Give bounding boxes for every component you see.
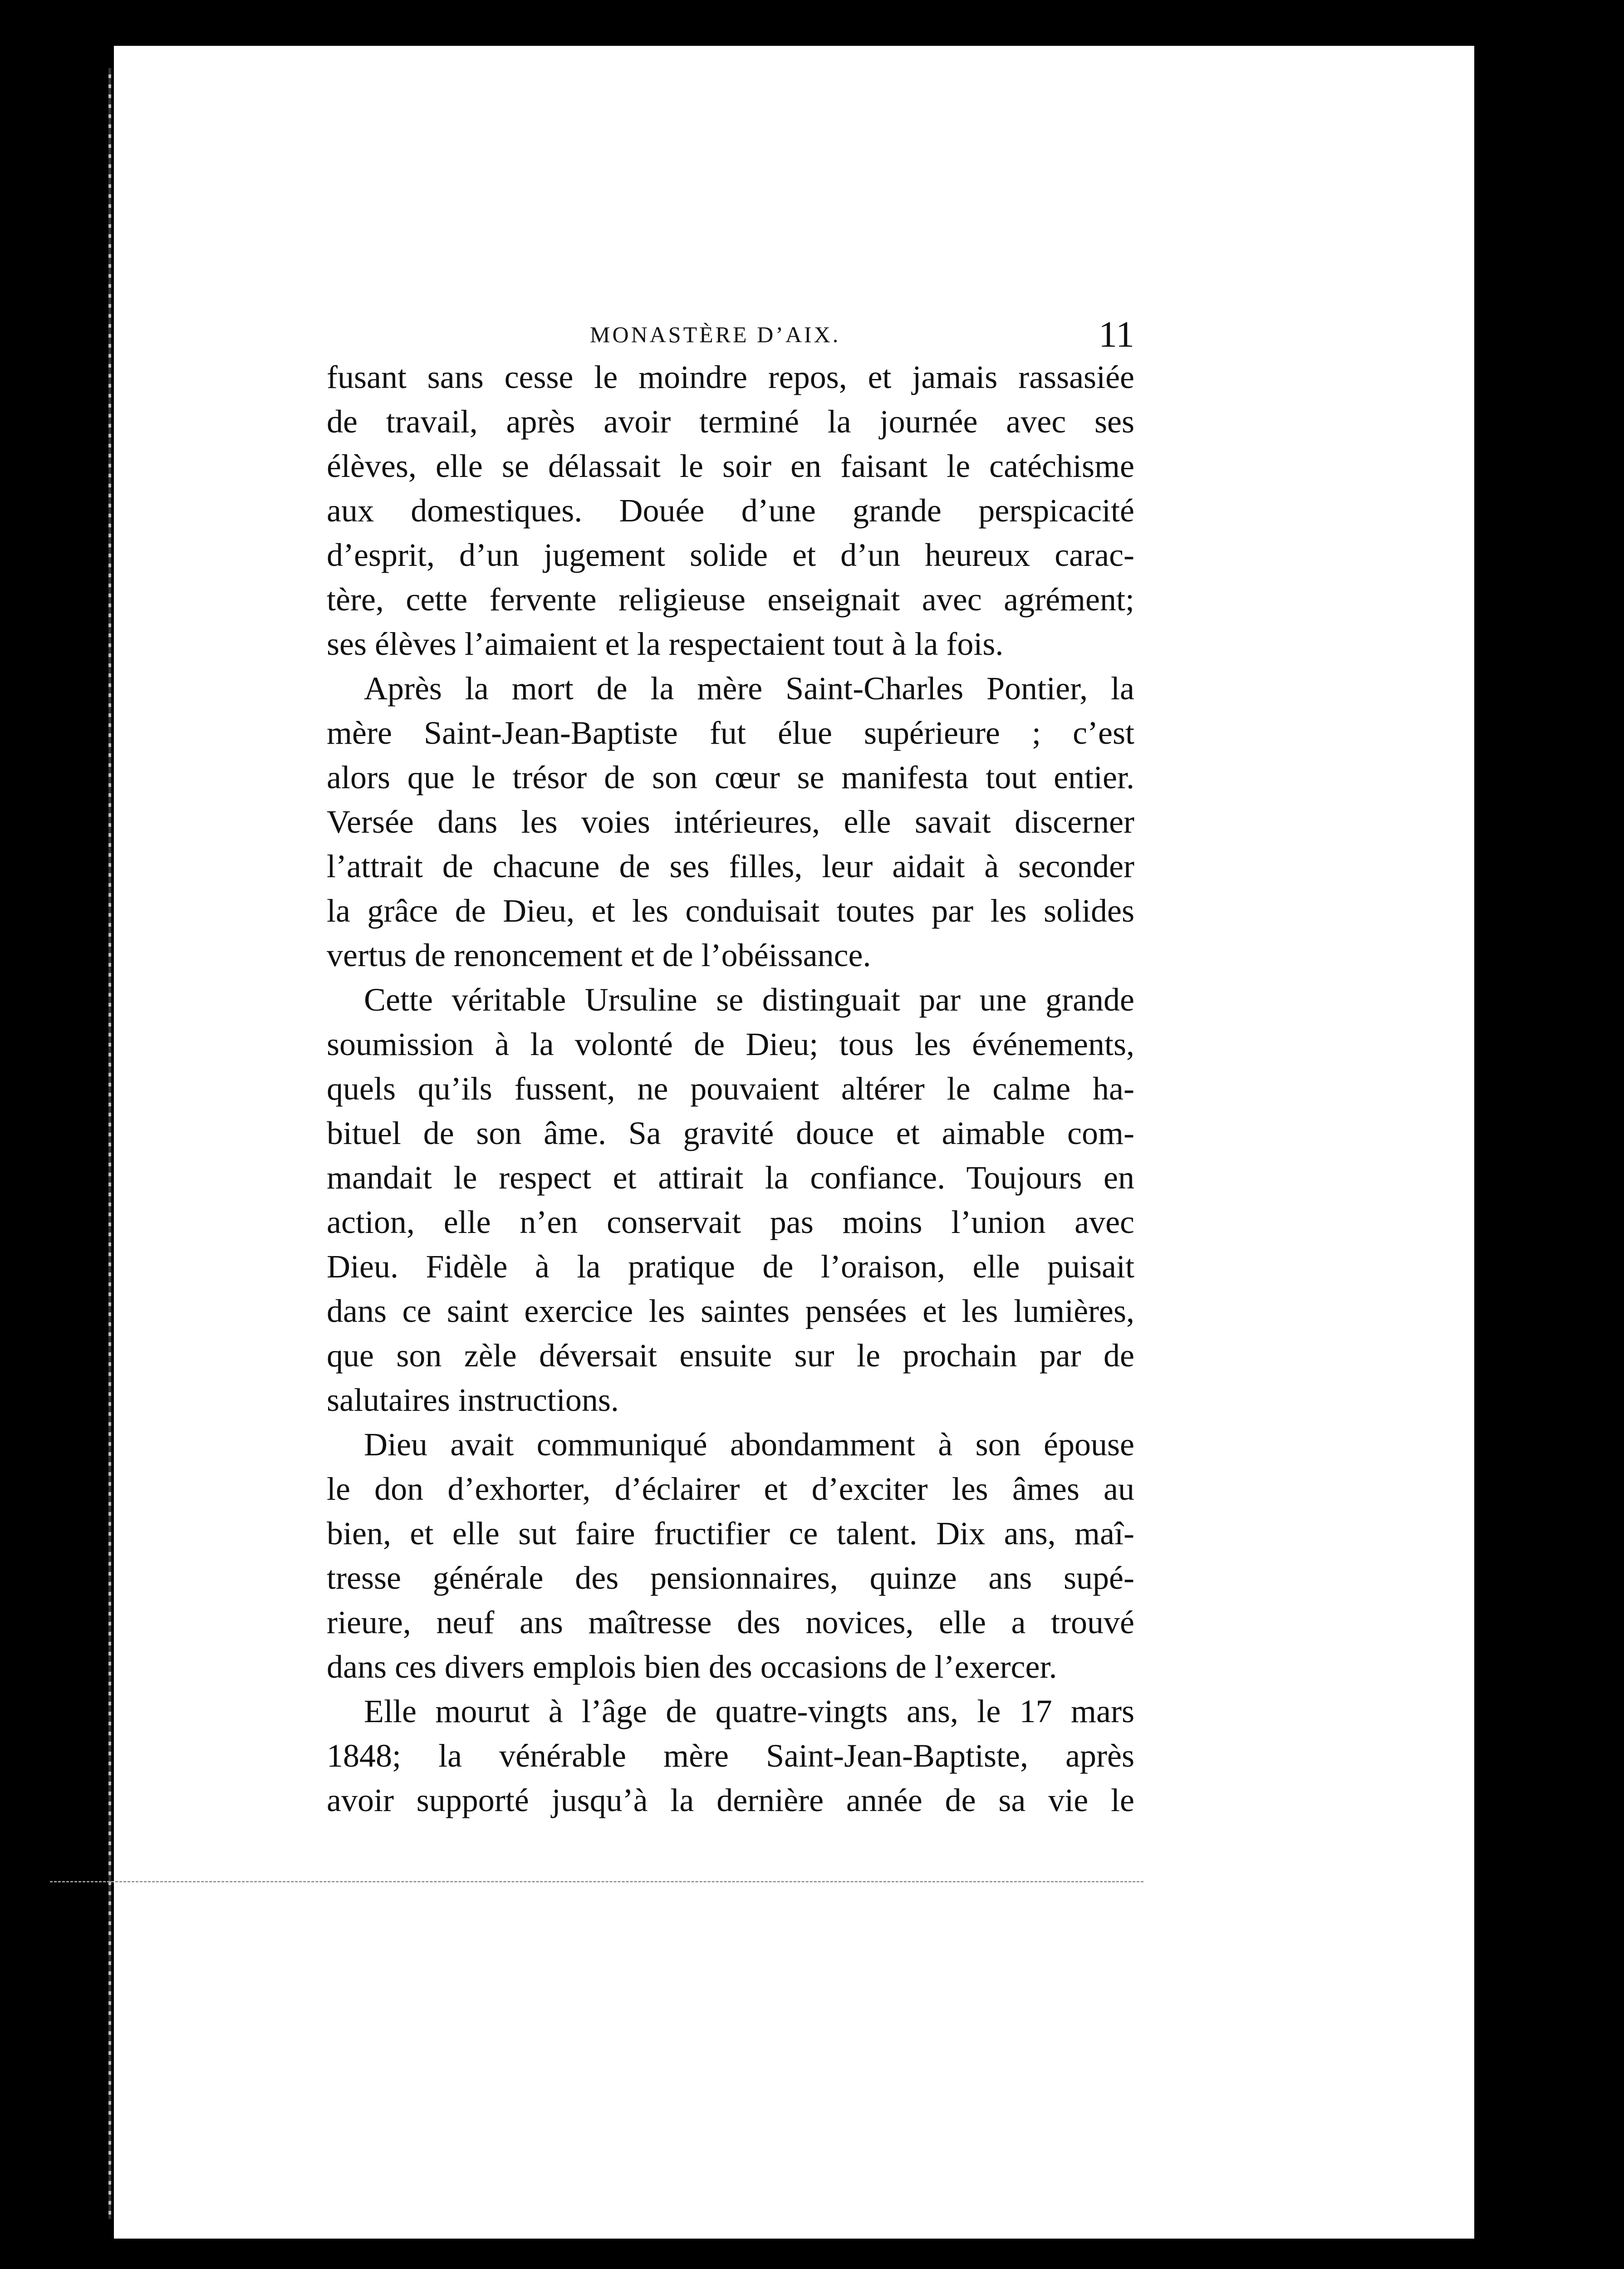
text-line: dans ce saint exercice les saintes pensées et les lumières, (327, 1293, 1134, 1329)
text-line: que son zèle déversait ensuite sur le prochain par de (327, 1337, 1134, 1374)
text-line: Versée dans les voies intérieures, elle savait discerner (327, 804, 1134, 840)
text-line: la grâce de Dieu, et les conduisait toutes par les solides (327, 893, 1134, 929)
text-line: salutaires instructions. (327, 1382, 619, 1418)
header-title: MONASTÈRE D’AIX. (590, 322, 841, 347)
page-number: 11 (1099, 314, 1134, 355)
text-line: vertus de renoncement et de l’obéissance. (327, 937, 871, 973)
text-line: quels qu’ils fussent, ne pouvaient altérer le calme ha- (327, 1071, 1134, 1107)
text-line: d’esprit, d’un jugement solide et d’un heureux carac- (327, 537, 1134, 573)
text-line: de travail, après avoir terminé la journée avec ses (327, 403, 1134, 440)
text-line: action, elle n’en conservait pas moins l’union avec (327, 1204, 1134, 1240)
text-line: alors que le trésor de son cœur se manifesta tout entier. (327, 759, 1134, 796)
scan-bottom-edge (0, 2244, 1624, 2269)
paragraph-start-line: Cette véritable Ursuline se distinguait par une grande (364, 982, 1134, 1018)
scan-top-edge (0, 0, 1624, 43)
text-line: soumission à la volonté de Dieu; tous les événements, (327, 1026, 1134, 1062)
text-line: 1848; la vénérable mère Saint-Jean-Baptiste, après (327, 1738, 1134, 1774)
text-line: bien, et elle sut faire fructifier ce talent. Dix ans, maî- (327, 1515, 1134, 1552)
text-line: rieure, neuf ans maîtresse des novices, elle a trouvé (327, 1604, 1134, 1640)
text-line: tère, cette fervente religieuse enseignait avec agrément; (327, 581, 1134, 618)
text-line: dans ces divers emplois bien des occasions de l’exercer. (327, 1649, 1057, 1685)
binding-gutter (108, 68, 111, 2219)
scan-artifact-rule (50, 1881, 1143, 1882)
text-line: bituel de son âme. Sa gravité douce et aimable com- (327, 1115, 1134, 1151)
text-line: l’attrait de chacune de ses filles, leur aidait à seconder (327, 848, 1134, 884)
paragraph-start-line: Elle mourut à l’âge de quatre-vingts ans, le 17 mars (364, 1693, 1134, 1729)
text-line: ses élèves l’aimaient et la respectaient tout à la fois. (327, 626, 1004, 662)
scan-left-edge (0, 0, 102, 2269)
paragraph-start-line: Dieu avait communiqué abondamment à son épouse (364, 1426, 1134, 1463)
text-line: Dieu. Fidèle à la pratique de l’oraison, elle puisait (327, 1248, 1134, 1285)
text-line: tresse générale des pensionnaires, quinze ans supé- (327, 1560, 1134, 1596)
text-line: le don d’exhorter, d’éclairer et d’exciter les âmes au (327, 1471, 1134, 1507)
running-header (327, 313, 1134, 354)
text-line: avoir supporté jusqu’à la dernière année de sa vie le (327, 1782, 1134, 1818)
text-line: aux domestiques. Douée d’une grande perspicacité (327, 492, 1134, 529)
paragraph-start-line: Après la mort de la mère Saint-Charles Pontier, la (364, 670, 1134, 707)
text-line: élèves, elle se délassait le soir en faisant le catéchisme (327, 448, 1134, 484)
scan-right-edge (1482, 0, 1624, 2269)
text-line: mandait le respect et attirait la confiance. Toujours en (327, 1159, 1134, 1196)
text-line: fusant sans cesse le moindre repos, et jamais rassasiée (327, 359, 1134, 395)
body-text (327, 355, 1134, 1822)
text-line: mère Saint-Jean-Baptiste fut élue supérieure ; c’est (327, 715, 1134, 751)
